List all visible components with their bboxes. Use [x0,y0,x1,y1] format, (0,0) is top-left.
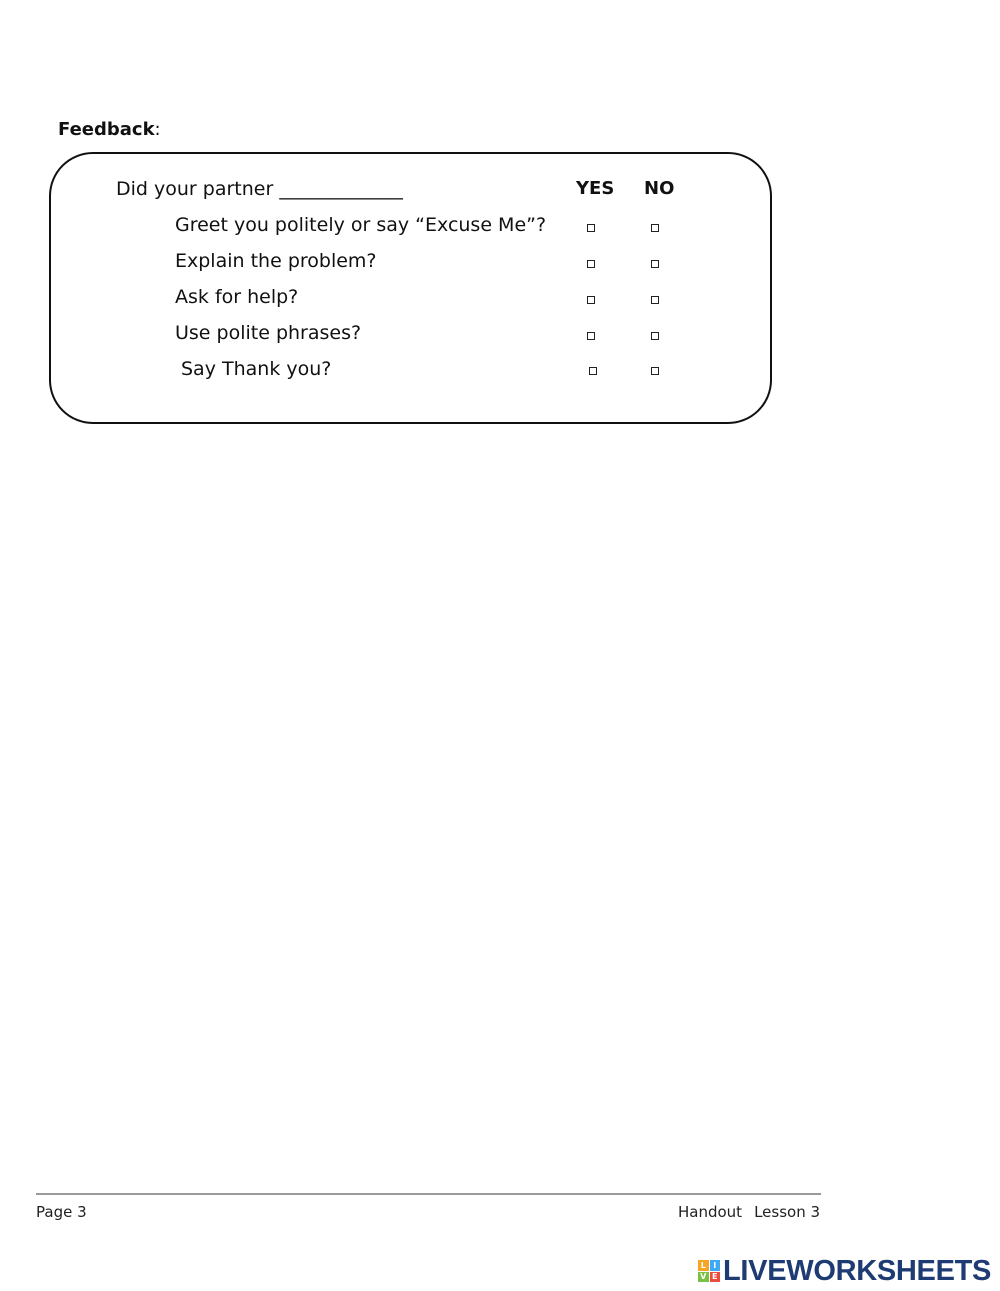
footer-document-info [678,1203,820,1221]
lesson-label: Lesson 3 [754,1203,821,1221]
yes-checkbox-thanks[interactable] [589,367,597,375]
no-checkbox-thanks[interactable] [651,367,659,375]
no-checkbox-help[interactable] [651,296,659,304]
logo-letter-l: L [698,1260,709,1271]
logo-letter-i: I [710,1260,721,1271]
yes-checkbox-explain[interactable] [587,260,595,268]
feedback-heading: Feedback: [58,119,161,140]
logo-letter-v: V [698,1272,709,1283]
logo-letter-e: E [710,1272,721,1283]
yes-checkbox-greet[interactable] [587,224,595,232]
yes-checkbox-help[interactable] [587,296,595,304]
footer-divider [36,1193,821,1195]
question-phrases: Use polite phrases? [175,322,362,344]
question-explain: Explain the problem? [175,250,377,272]
question-thanks: Say Thank you? [181,358,332,380]
liveworksheets-logo [698,1256,991,1286]
logo-mark-icon [698,1260,720,1282]
prompt-text: Did your partner _____________ [116,178,403,200]
question-greet: Greet you politely or say “Excuse Me”? [175,214,547,236]
logo-text: LIVEWORKSHEETS [723,1254,992,1287]
question-help: Ask for help? [175,286,299,308]
yes-column-header: YES [576,178,615,199]
no-checkbox-phrases[interactable] [651,332,659,340]
document-type: Handout [678,1203,743,1221]
no-checkbox-explain[interactable] [651,260,659,268]
yes-checkbox-phrases[interactable] [587,332,595,340]
no-checkbox-greet[interactable] [651,224,659,232]
no-column-header: NO [644,178,675,199]
page-number: Page 3 [36,1203,87,1221]
